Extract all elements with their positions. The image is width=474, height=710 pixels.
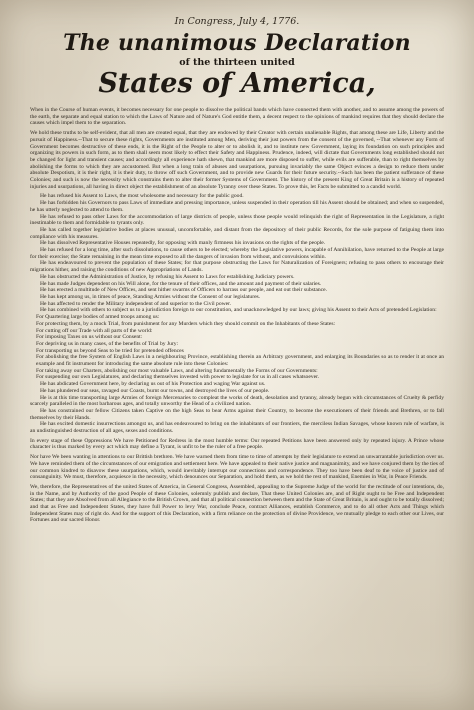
grievance-item: He has refused for a long time, after such dissolutions, to cause others to be elected; whereby the Legislative powers, incapable of Annihilation, have returned to the People at large for their exercise; the State remaining in the mean time exposed to all the dangers of invasion from without, and convulsions within.: [30, 247, 444, 260]
grievance-item: He has plundered our seas, ravaged our Coasts, burnt our towns, and destroyed the lives of our people.: [40, 387, 270, 394]
grievance-item: He has affected to render the Military independent of and superior to the Civil power.: [40, 300, 232, 307]
legislation-sub-item: For protecting them, by a mock Trial, from punishment for any Murders which they should commit on the Inhabitants of these States:: [36, 320, 336, 327]
grievance-item: He has called together legislative bodies at places unusual, uncomfortable, and distant from the depository of their public Records, for the sole purpose of fatiguing them into compliance with his measures.: [30, 226, 444, 240]
grievance-item: He has excited domestic insurrections amongst us, and has endeavoured to bring on the inhabitants of our frontiers, the merciless Indian Savages, whose known rule of warfare, is an undistinguished destruction of all ages, sexes and conditions.: [30, 421, 444, 435]
paragraph-self-evident-truths: We hold these truths to be self-evident, that all men are created equal, that they are endowed by their Creator with certain unalienable Rights, that among these are Life, Liberty and the pursuit of Happiness.--That to secure these rights, Governments are instituted among Men, deriving their just powers from the consent of the governed, --That whenever any Form of Government becomes destructive of these ends, it is the Right of the People to alter or to abolish it, and to institute new Government, laying its foundation on such principles and organizing its powers in such form, as to them shall seem most likely to effect their Safety and Happiness. Prudence, indeed, will dictate that Governments long established should not be changed for light and transient causes; and accordingly all experience hath shewn, that mankind are more disposed to suffer, while evils are sufferable, than to right themselves by abolishing the forms to which they are accustomed. But when a long train of abuses and usurpations, pursuing invariably the same Object evinces a design to reduce them under absolute Despotism, it is their right, it is their duty, to throw off such Government, and to provide new Guards for their future security.--Such has been the patient sufferance of these Colonies; and such is now the necessity which constrains them to alter their former Systems of Government. The history of the present King of Great Britain is a history of repeated injuries and usurpations, all having in direct object the establishment of an absolute Tyranny over these States. To prove this, let Facts be submitted to a candid world.: [30, 130, 444, 190]
grievance-list: [30, 193, 444, 434]
congress-date-line: In Congress, July 4, 1776.: [174, 16, 300, 27]
grievance-item: He has abdicated Government here, by declaring us out of his Protection and waging War against us.: [40, 381, 266, 388]
grievance-item: He has made Judges dependent on his Will alone, for the tenure of their offices, and the amount and payment of their salaries.: [40, 280, 322, 287]
grievance-item: He has combined with others to subject us to a jurisdiction foreign to our constitution, and unacknowledged by our laws; giving his Assent to their Acts of pretended Legislation:: [40, 307, 437, 314]
title-thirteen-united: of the thirteen united: [179, 57, 295, 68]
grievance-item: He has erected a multitude of New Offices, and sent hither swarms of Officers to harrass our people, and eat out their substance.: [40, 287, 327, 294]
grievance-item: He has obstructed the Administration of Justice, by refusing his Assent to Laws for establishing Judiciary powers.: [40, 273, 295, 280]
paragraph-preamble: When in the Course of human events, it becomes necessary for one people to dissolve the political bands which have connected them with another, and to assume among the powers of the earth, the separate and equal station to which the Laws of Nature and of Nature's God entitle them, a decent respect to the opinions of mankind requires that they should declare the causes which impel them to the separation.: [30, 107, 444, 127]
grievance-item: He has refused his Assent to Laws, the most wholesome and necessary for the public good.: [40, 193, 244, 200]
title-states-of-america: States of America,: [98, 68, 376, 99]
grievance-item: He is at this time transporting large Armies of foreign Mercenaries to compleat the works of death, desolation and tyranny, already begun with circumstances of Cruelty & perfidy scarcely paralleled in the most barbarous ages, and totally unworthy the Head of a civilized nation.: [30, 394, 444, 408]
paragraph-british-brethren: Nor have We been wanting in attentions to our Brittish brethren. We have warned them from time to time of attempts by their legislature to extend an unwarrantable jurisdiction over us. We have reminded them of the circumstances of our emigration and settlement here. We have appealed to their native justice and magnanimity, and we have conjured them by the ties of our common kindred to disavow these usurpations, which, would inevitably interrupt our connections and correspondence. They too have been deaf to the voice of justice and of consanguinity. We must, therefore, acquiesce in the necessity, which denounces our Separation, and hold them, as we hold the rest of mankind, Enemies in War, in Peace Friends.: [30, 454, 444, 481]
grievance-item: He has refused to pass other Laws for the accommodation of large districts of people, unless those people would relinquish the right of Representation in the Legislature, a right inestimable to them and formidable to tyrants only.: [30, 213, 444, 227]
legislation-sub-item: For depriving us in many cases, of the benefits of Trial by Jury:: [36, 340, 179, 347]
title-unanimous-declaration: The unanimous Declaration: [63, 30, 411, 56]
grievance-item: He has kept among us, in times of peace, Standing Armies without the Consent of our legislatures.: [40, 293, 261, 300]
document-body: [30, 107, 444, 524]
legislation-sub-item: For imposing Taxes on us without our Consent:: [36, 334, 143, 341]
legislation-sub-item: For cutting off our Trade with all parts of the world:: [36, 327, 153, 334]
legislation-sub-item: For abolishing the free System of English Laws in a neighbouring Province, establishing therein an Arbitrary government, and enlarging its Boundaries so as to render it at once an example and fit instrument for introducing the same absolute rule into these Colonies:: [36, 354, 444, 368]
legislation-sub-item: For Quartering large bodies of armed troops among us:: [36, 314, 160, 321]
grievance-item: He has forbidden his Governors to pass Laws of immediate and pressing importance, unless suspended in their operation till his Assent should be obtained; and when so suspended, he has utterly neglected to attend to them.: [30, 200, 444, 213]
paragraph-conclusion: We, therefore, the Representatives of the united States of America, in General Congress, Assembled, appealing to the Supreme Judge of the world for the rectitude of our intentions, do, in the Name, and by Authority of the good People of these Colonies, solemnly publish and declare, That these United Colonies are, and of Right ought to be Free and Independent States; that they are Absolved from all Allegiance to the British Crown, and that all political connection between them and the State of Great Britain, is and ought to be totally dissolved; and that as Free and Independent States, they have full Power to levy War, conclude Peace, contract Alliances, establish Commerce, and to do all other Acts and Things which Independent States may of right do. And for the support of this Declaration, with a firm reliance on the protection of divine Providence, we mutually pledge to each other our Lives, our Fortunes and our sacred Honor.: [30, 483, 444, 524]
legislation-sub-item: For taking away our Charters, abolishing our most valuable Laws, and altering fundamentally the Forms of our Governments:: [36, 367, 318, 374]
legislation-sub-item: For suspending our own Legislatures, and declaring themselves invested with power to legislate for us in all cases whatsoever.: [36, 374, 320, 381]
grievance-item: He has dissolved Representative Houses repeatedly, for opposing with manly firmness his invasions on the rights of the people.: [40, 240, 326, 247]
paragraph-oppressions: In every stage of these Oppressions We have Petitioned for Redress in the most humble terms: Our repeated Petitions have been answered only by repeated injury. A Prince whose character is thus marked by every act which may define a Tyrant, is unfit to be the ruler of a free people.: [30, 437, 444, 451]
grievance-item: He has constrained our fellow Citizens taken Captive on the high Seas to bear Arms against their Country, to become the executioners of their friends and Brethren, or to fall themselves by their Hands.: [30, 407, 444, 421]
legislation-sub-item: For transporting us beyond Seas to be tried for pretended offences: [36, 347, 184, 354]
grievance-item: He has endeavoured to prevent the population of these States; for that purpose obstructing the Laws for Naturalization of Foreigners; refusing to pass others to encourage their migrations hither, and raising the conditions of new Appropriations of Lands.: [30, 260, 444, 274]
